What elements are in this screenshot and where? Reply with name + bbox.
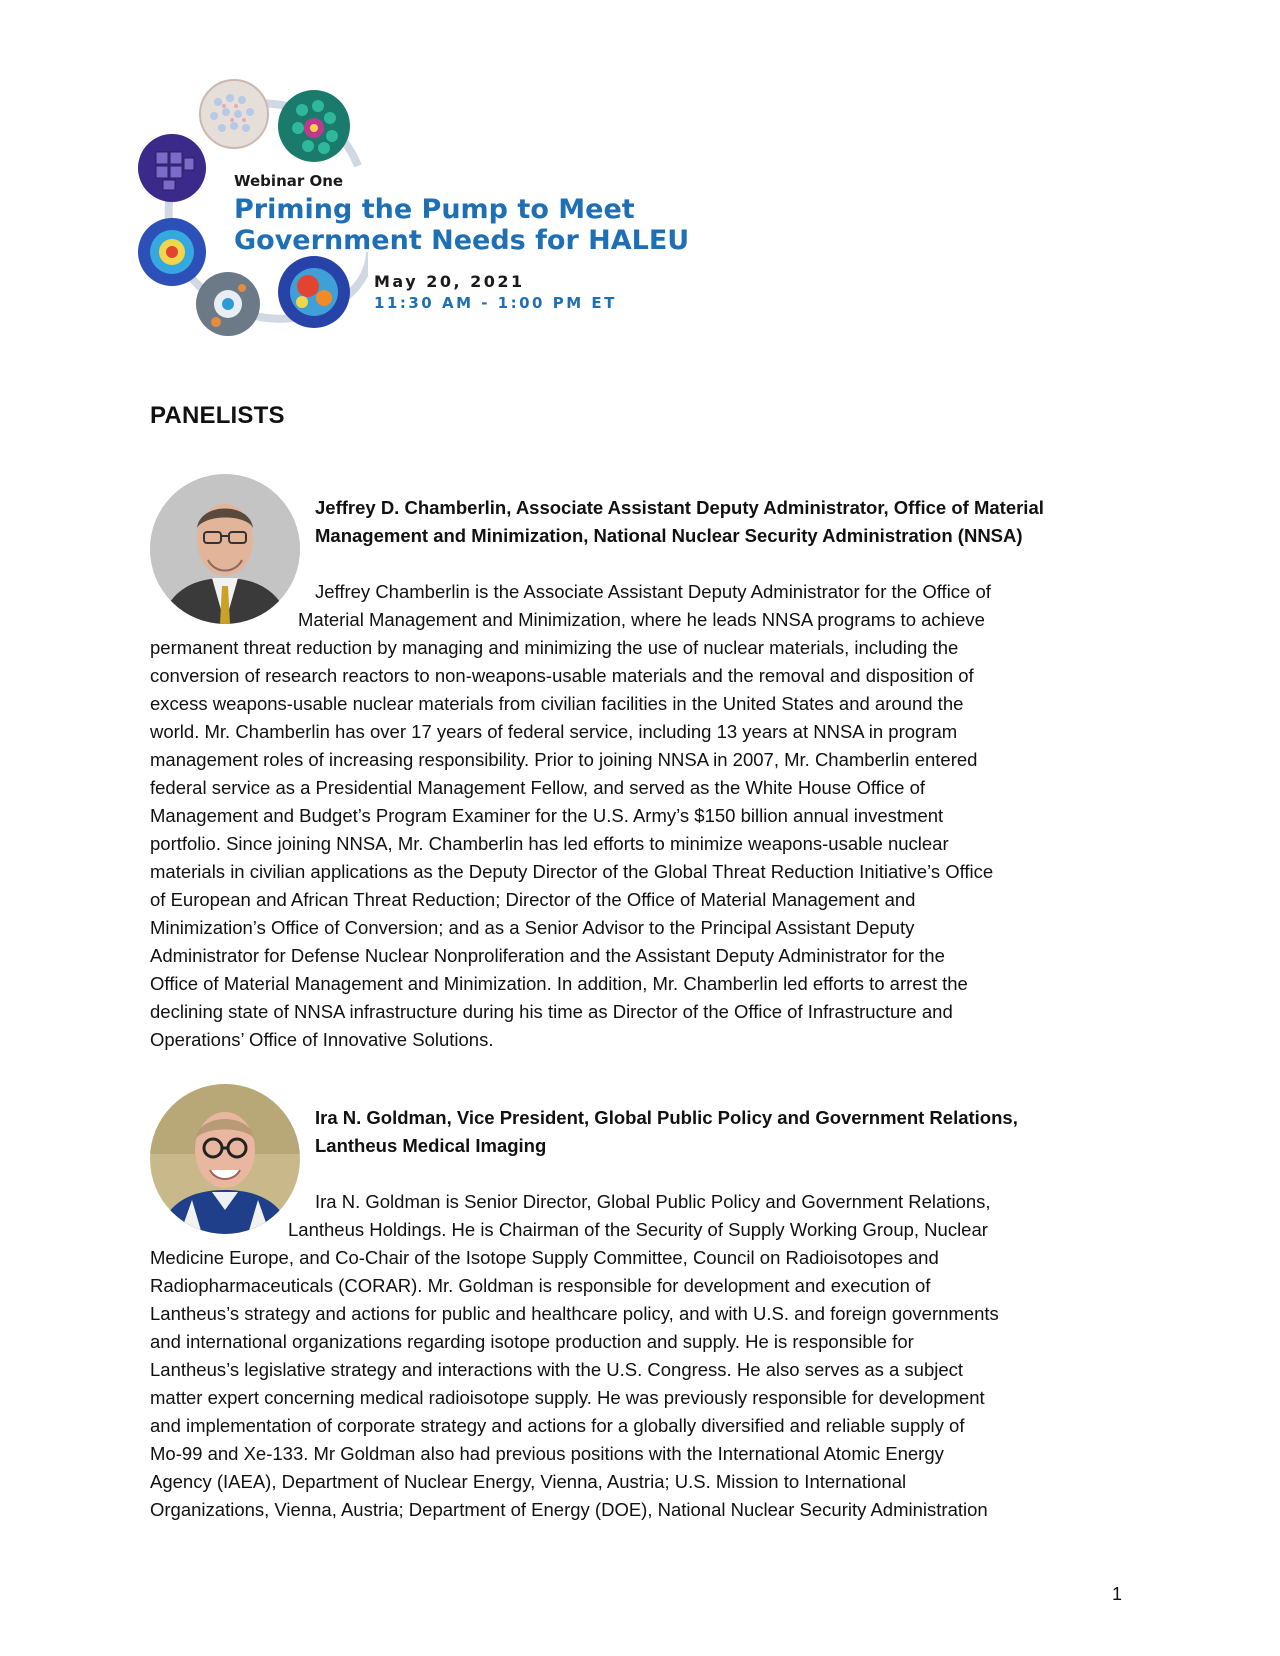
panelist-2-heading-line-2: Lantheus Medical Imaging xyxy=(315,1135,547,1156)
panelist-1-heading-line-1: Jeffrey D. Chamberlin, Associate Assistant Deputy Administrator, Office of Material xyxy=(315,497,1044,518)
bio-line: Operations’ Office of Innovative Solutions. xyxy=(150,1029,494,1050)
bio-line: Minimization’s Office of Conversion; and as a Senior Advisor to the Principal Assistant Deputy xyxy=(150,917,915,938)
bio-line: Management and Budget’s Program Examiner for the U.S. Army’s $150 billion annual investment xyxy=(150,805,944,826)
webinar-banner xyxy=(138,76,738,360)
bio-line: Lantheus’s strategy and actions for public and healthcare policy, and with U.S. and foreign governments xyxy=(150,1303,999,1324)
webinar-title-block xyxy=(234,172,754,256)
webinar-title-line-1: Priming the Pump to Meet xyxy=(234,194,635,225)
panelist-1-heading xyxy=(315,494,1115,550)
bio-line: Agency (IAEA), Department of Nuclear Energy, Vienna, Austria; U.S. Mission to International xyxy=(150,1471,907,1492)
webinar-date: May 20, 2021 xyxy=(374,272,525,291)
bio-line: of European and African Threat Reduction; Director of the Office of Material Management and xyxy=(150,889,916,910)
bio-line: management roles of increasing responsibility. Prior to joining NNSA in 2007, Mr. Chamberlin entered xyxy=(150,749,978,770)
panelist-1-heading-line-2: Management and Minimization, National Nuclear Security Administration (NNSA) xyxy=(315,525,1023,546)
webinar-label: Webinar One xyxy=(234,172,344,190)
bio-line: and international organizations regarding isotope production and supply. He is responsible for xyxy=(150,1331,914,1352)
bio-line: Material Management and Minimization, where he leads NNSA programs to achieve xyxy=(298,609,985,630)
bio-line: Mo-99 and Xe-133. Mr Goldman also had previous positions with the International Atomic Energy xyxy=(150,1443,944,1464)
bio-line: matter expert concerning medical radioisotope supply. He was previously responsible for development xyxy=(150,1387,985,1408)
bio-line: Administrator for Defense Nuclear Nonproliferation and the Assistant Deputy Administrator for the xyxy=(150,945,945,966)
bio-line: Lantheus Holdings. He is Chairman of the Security of Supply Working Group, Nuclear xyxy=(288,1219,988,1240)
page-number: 1 xyxy=(1112,1584,1123,1604)
bio-line: Organizations, Vienna, Austria; Department of Energy (DOE), National Nuclear Security Administration xyxy=(150,1499,988,1520)
bio-line: excess weapons-usable nuclear materials from civilian facilities in the United States and around the xyxy=(150,693,964,714)
panelist-2-heading-line-1: Ira N. Goldman, Vice President, Global Public Policy and Government Relations, xyxy=(315,1107,1018,1128)
bio-line: Radiopharmaceuticals (CORAR). Mr. Goldman is responsible for development and execution of xyxy=(150,1275,931,1296)
bio-line: world. Mr. Chamberlin has over 17 years of federal service, including 13 years at NNSA in program xyxy=(150,721,958,742)
bio-line: Ira N. Goldman is Senior Director, Global Public Policy and Government Relations, xyxy=(315,1191,991,1212)
panelists-heading: PANELISTS xyxy=(150,402,285,429)
bio-line: conversion of research reactors to non-weapons-usable materials and the removal and disposition of xyxy=(150,665,974,686)
bio-line: materials in civilian applications as the Deputy Director of the Global Threat Reduction Initiative’s Office xyxy=(150,861,994,882)
bio-line: declining state of NNSA infrastructure during his time as Director of the Office of Infrastructure and xyxy=(150,1001,953,1022)
panelist-2-heading xyxy=(315,1104,1115,1160)
bio-line: permanent threat reduction by managing and minimizing the use of nuclear materials, including the xyxy=(150,637,959,658)
panelist-2-bio xyxy=(150,1188,1130,1524)
bio-line: and implementation of corporate strategy and actions for a globally diversified and reliable supply of xyxy=(150,1415,965,1436)
bio-line: Office of Material Management and Minimization. In addition, Mr. Chamberlin led efforts to arrest the xyxy=(150,973,968,994)
bio-line: Jeffrey Chamberlin is the Associate Assistant Deputy Administrator for the Office of xyxy=(315,581,991,602)
bio-line: portfolio. Since joining NNSA, Mr. Chamberlin has led efforts to minimize weapons-usable nuclear xyxy=(150,833,949,854)
webinar-title-line-2: Government Needs for HALEU xyxy=(234,225,690,256)
bio-line: federal service as a Presidential Management Fellow, and served as the White House Office of xyxy=(150,777,926,798)
webinar-time: 11:30 AM - 1:00 PM ET xyxy=(374,294,617,312)
panelist-1-bio xyxy=(150,578,1130,1054)
bio-line: Lantheus’s legislative strategy and interactions with the U.S. Congress. He also serves as a subject xyxy=(150,1359,964,1380)
bio-line: Medicine Europe, and Co-Chair of the Isotope Supply Committee, Council on Radioisotopes and xyxy=(150,1247,939,1268)
